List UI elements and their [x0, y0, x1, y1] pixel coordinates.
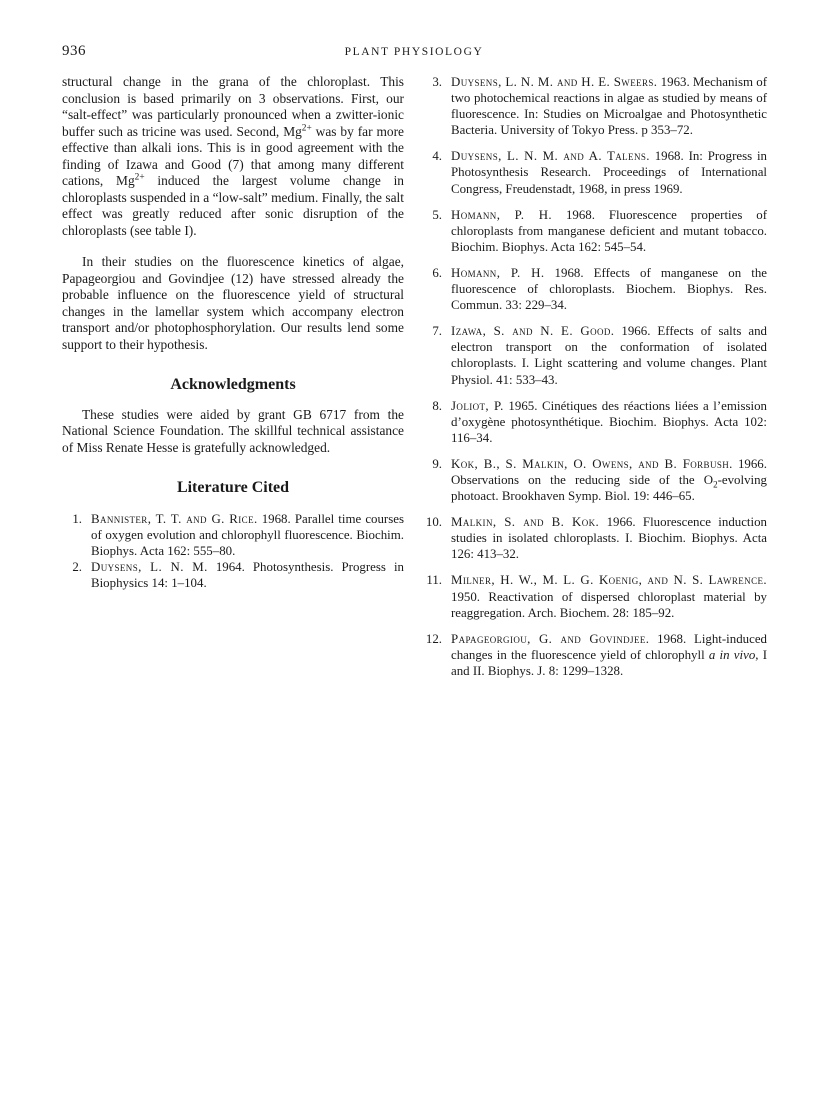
reference-text: 1966. Fluorescence induction studies in isolated chloroplasts. I. Biochim. Biophys. Acta 126: 413–32. — [451, 515, 767, 562]
reference-authors: Duysens, L. N. M. and H. E. Sweers. — [451, 75, 658, 89]
reference-item — [62, 559, 404, 591]
body-paragraph-2: In their studies on the fluorescence kinetics of algae, Papageorgiou and Govindjee (12) have stressed already the probable influence on the fluorescence yield of structural changes in the lamellar system which accompany electron transport and/or photophosphorylation. Our results lend some support to their hypothesis. — [62, 254, 404, 352]
reference-text: 1950. Reactivation of dispersed chloroplast material by reaggregation. Arch. Biochem. 28: 185–92. — [451, 589, 767, 620]
reference-authors: Homann, P. H. — [451, 207, 553, 222]
body-paragraph-1: structural change in the grana of the chloroplast. This conclusion is based primarily on 3 observations. First, our “salt-effect” was particularly pronounced when a zwitter-ionic buffer such as tricine was used. Second, $Mg^{2+}$ was by far more effective than alkali ions. This is in good agreement with the finding of Izawa and Good (7) that among many different cations, $Mg^{2+}$ induced the largest volume change in chloroplasts suspended in a “low-salt” medium. Finally, the salt effect was greatly reduced after sonic disruption of the chloroplasts (see table I). — [62, 74, 404, 238]
reference-item — [422, 74, 767, 138]
acknowledgments-text: These studies were aided by grant GB 6717 from the National Science Foundation. The skillful technical assistance of Miss Renate Hesse is gratefully acknowledged. — [62, 406, 404, 455]
reference-number: 8. — [432, 398, 442, 413]
journal-title: PLANT PHYSIOLOGY — [344, 46, 484, 58]
reference-item — [422, 265, 767, 313]
reference-number: 2. — [72, 559, 82, 574]
reference-authors: Papageorgiou, G. and Govindjee. — [451, 631, 650, 646]
reference-authors: Joliot, P. — [451, 398, 504, 413]
reference-authors: Duysens, L. N. M. and A. Talens. — [451, 149, 650, 164]
reference-authors: Malkin, S. and B. Kok. — [451, 515, 600, 530]
reference-text: 1965. Cinétiques des réactions liées a l’emission d’oxygène photosynthétique. Biochim. Biophys. Acta 102: 116–34. — [451, 398, 767, 445]
reference-number: 3. — [432, 75, 442, 89]
reference-item — [422, 398, 767, 446]
reference-text: 1968. Parallel time courses of oxygen evolution and chlorophyll fluorescence. Biochim. Biophys. Acta 162: 555–80. — [91, 511, 404, 558]
reference-number: 11. — [426, 573, 442, 588]
reference-text: 1968. Fluorescence properties of chloroplasts from manganese deficient and mutant tobacco. Biochim. Biophys. Acta 162: 545–54. — [451, 207, 767, 254]
reference-authors: Duysens, L. N. M. — [91, 559, 208, 574]
reference-number: 1. — [72, 511, 82, 526]
literature-cited-heading: Literature Cited — [176, 479, 290, 496]
reference-item — [62, 511, 404, 559]
page-header — [62, 43, 766, 67]
reference-number: 6. — [432, 265, 442, 280]
reference-authors: Milner, H. W., M. L. G. Koenig, and N. S. Lawrence. — [451, 573, 767, 588]
reference-text: 1966. Observations on the reducing side of the $O_2$-evolving photoact. Brookhaven Symp. Biol. 19: 446–65. — [451, 456, 767, 504]
reference-authors: Kok, B., S. Malkin, O. Owens, and B. Forbush. — [451, 456, 733, 471]
reference-item — [422, 148, 767, 196]
reference-authors: Homann, P. H. — [451, 265, 545, 280]
reference-item — [422, 207, 767, 255]
reference-item — [422, 456, 767, 504]
reference-authors: Bannister, T. T. and G. Rice. — [91, 511, 258, 526]
reference-number: 9. — [432, 456, 442, 471]
reference-text: 1963. Mechanism of two photochemical reactions in algae as studied by means of fluorescence. In: Studies on Microalgae and Photosynthetic Bacteria. University of Tokyo Press. p 353–72. — [451, 75, 768, 138]
reference-item — [422, 572, 767, 620]
page-number: 936 — [62, 43, 86, 59]
reference-text: 1968. In: Progress in Photosynthesis Research. Proceedings of International Congress, Freudenstadt, 1968, in press 1969. — [451, 149, 767, 196]
reference-item — [422, 323, 767, 387]
acknowledgments-heading: Acknowledgments — [170, 376, 296, 393]
reference-number: 5. — [432, 207, 442, 222]
reference-number: 7. — [432, 324, 442, 339]
reference-number: 12. — [425, 631, 442, 646]
reference-text: 1968. Light-induced changes in the fluorescence yield of chlorophyll a in vivo, I and II. Biophys. J. 8: 1299–1328. — [451, 631, 767, 678]
reference-item — [422, 514, 767, 562]
reference-number: 4. — [432, 149, 442, 164]
reference-item — [422, 631, 767, 679]
reference-text: 1968. Effects of manganese on the fluorescence of chloroplasts. Biochem. Biophys. Res. Commun. 33: 229–34. — [451, 265, 767, 313]
reference-list-left — [62, 511, 404, 591]
reference-text: 1966. Effects of salts and electron transport on the conformation of isolated chloroplasts. I. Light scattering and volume changes. Plant Physiol. 41: 533–43. — [451, 324, 767, 387]
reference-list-right — [422, 74, 767, 689]
left-column — [62, 74, 404, 591]
reference-authors: Izawa, S. and N. E. Good. — [451, 324, 615, 339]
reference-number: 10. — [425, 515, 442, 530]
reference-text: 1964. Photosynthesis. Progress in Biophysics 14: 1–104. — [91, 559, 404, 590]
